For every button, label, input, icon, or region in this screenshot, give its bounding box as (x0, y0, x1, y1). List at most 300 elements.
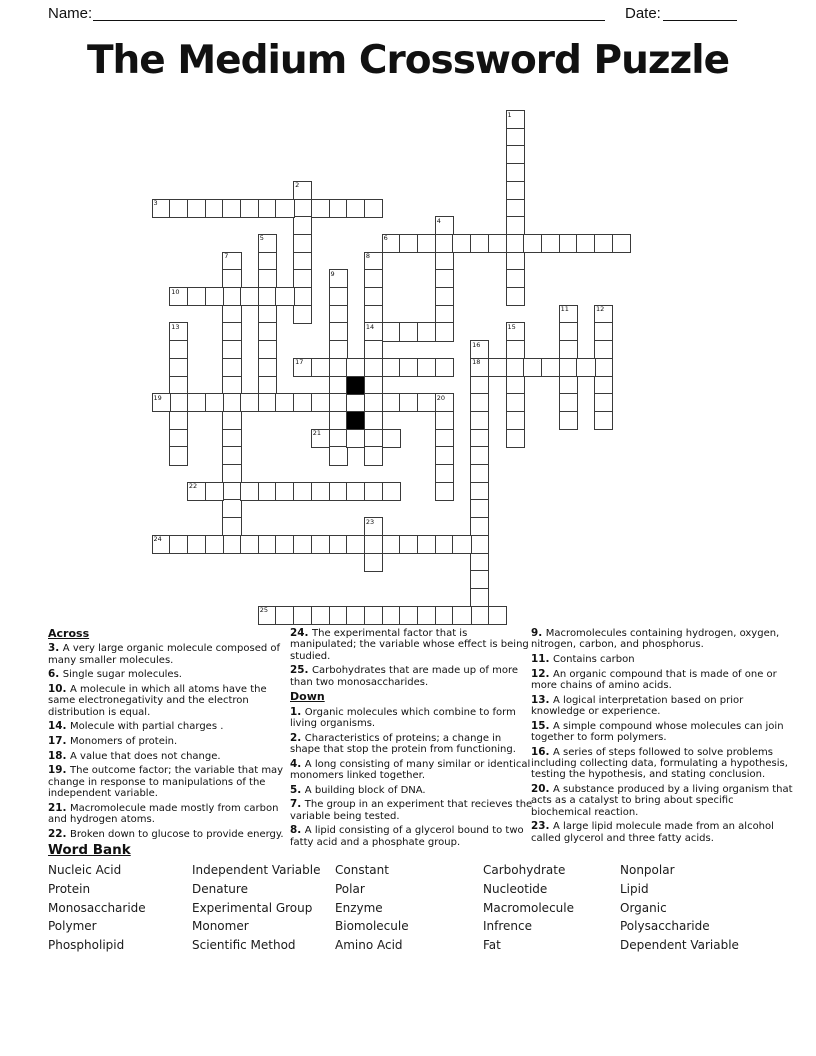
clue-down-16: 16. A series of steps followed to solve problems including collecting data, formulating a hypothesis, testing the hypothesis, and stating conclusion. (531, 745, 788, 781)
grid-cell[interactable] (399, 234, 418, 253)
grid-cell[interactable] (435, 287, 454, 306)
grid-cell[interactable] (470, 234, 489, 253)
grid-cell[interactable] (258, 199, 277, 218)
grid-cell[interactable] (382, 358, 401, 377)
word-bank-item: Experimental Group (192, 900, 313, 915)
grid-cell[interactable] (240, 287, 259, 306)
word-bank-item: Denature (192, 881, 248, 896)
grid-cell-10[interactable] (169, 287, 188, 306)
grid-cell[interactable] (222, 269, 241, 288)
down-clues-part1 (290, 707, 534, 848)
across-clues-part1 (48, 643, 288, 840)
grid-cell-11[interactable] (559, 305, 578, 324)
grid-cell[interactable] (275, 482, 294, 501)
cell-number: 15 (507, 322, 516, 331)
grid-cell[interactable] (470, 606, 489, 625)
grid-cell[interactable] (275, 535, 294, 554)
grid-cell[interactable] (364, 358, 383, 377)
clue-down-1: 1. Organic molecules which combine to form living organisms. (290, 705, 516, 730)
grid-cell[interactable] (382, 429, 401, 448)
grid-cell[interactable] (364, 269, 383, 288)
grid-cell-9[interactable] (329, 269, 348, 288)
grid-cell[interactable] (506, 393, 525, 412)
grid-cell[interactable] (506, 411, 525, 430)
grid-cell[interactable] (364, 606, 383, 625)
grid-cell[interactable] (559, 322, 578, 341)
clue-across-10: 10. A molecule in which all atoms have the same electronegativity and the electron distribution is equal. (48, 683, 267, 718)
grid-cell[interactable] (275, 199, 294, 218)
grid-cell[interactable] (470, 588, 489, 607)
grid-cell[interactable] (293, 234, 312, 253)
grid-cell[interactable] (169, 340, 188, 359)
clue-down-8: 8. A lipid consisting of a glycerol bound to two fatty acid and a phosphate group. (290, 824, 524, 848)
grid-cell[interactable] (329, 535, 348, 554)
grid-cell[interactable] (488, 234, 507, 253)
name-label: Name: (48, 5, 93, 22)
grid-cell[interactable] (222, 358, 241, 377)
clue-down-23: 23. A large lipid molecule made from an alcohol called glycerol and three fatty acids. (531, 820, 774, 844)
grid-cell[interactable] (382, 482, 401, 501)
grid-cell[interactable] (506, 145, 525, 164)
word-bank-column-5 (620, 861, 739, 955)
grid-cell-16[interactable] (470, 340, 489, 359)
grid-cell[interactable] (435, 446, 454, 465)
grid-cell-6[interactable] (382, 234, 401, 253)
grid-cell[interactable] (435, 234, 454, 253)
grid-cell[interactable] (258, 252, 277, 271)
grid-cell[interactable] (329, 376, 348, 395)
grid-cell[interactable] (205, 199, 224, 218)
grid-cell[interactable] (364, 340, 383, 359)
grid-cell[interactable] (399, 358, 418, 377)
grid-cell[interactable] (417, 606, 436, 625)
grid-cell[interactable] (470, 570, 489, 589)
word-bank-column-3 (335, 861, 409, 955)
grid-cell[interactable] (222, 464, 241, 483)
grid-cell[interactable] (187, 199, 206, 218)
grid-cell-25[interactable] (258, 606, 277, 625)
clues-column-left (48, 628, 288, 843)
word-bank-item: Independent Variable (192, 863, 321, 877)
grid-cell[interactable] (470, 517, 489, 536)
grid-cell[interactable] (275, 393, 294, 412)
grid-cell[interactable] (452, 234, 471, 253)
grid-cell[interactable] (470, 446, 489, 465)
grid-cell[interactable] (435, 606, 454, 625)
grid-cell[interactable] (541, 358, 560, 377)
grid-cell[interactable] (576, 234, 595, 253)
grid-cell[interactable] (559, 340, 578, 359)
grid-cell[interactable] (470, 393, 489, 412)
grid-cell[interactable] (417, 358, 436, 377)
cell-number: 19 (153, 393, 162, 402)
grid-cell[interactable] (435, 305, 454, 324)
grid-cell[interactable] (222, 340, 241, 359)
grid-cell[interactable] (222, 287, 241, 306)
grid-black-cell (346, 411, 365, 430)
grid-cell[interactable] (417, 322, 436, 341)
clue-down-9: 9. Macromolecules containing hydrogen, oxygen, nitrogen, carbon, and phosphorus. (531, 627, 780, 651)
grid-cell[interactable] (258, 340, 277, 359)
grid-cell[interactable] (364, 429, 383, 448)
grid-black-cell (346, 376, 365, 395)
grid-cell-22[interactable] (187, 482, 206, 501)
grid-cell[interactable] (205, 287, 224, 306)
grid-cell[interactable] (329, 322, 348, 341)
grid-cell[interactable] (346, 535, 365, 554)
grid-cell[interactable] (293, 287, 312, 306)
grid-cell[interactable] (293, 216, 312, 235)
grid-cell[interactable] (311, 606, 330, 625)
grid-cell[interactable] (417, 393, 436, 412)
grid-cell[interactable] (222, 411, 241, 430)
grid-cell[interactable] (470, 429, 489, 448)
grid-cell[interactable] (293, 269, 312, 288)
grid-cell[interactable] (399, 322, 418, 341)
word-bank-item: Lipid (620, 881, 649, 896)
grid-cell[interactable] (222, 322, 241, 341)
grid-cell-20[interactable] (435, 393, 454, 412)
grid-cell-8[interactable] (364, 252, 383, 271)
grid-cell[interactable] (364, 535, 383, 554)
grid-cell[interactable] (594, 340, 613, 359)
grid-cell[interactable] (205, 482, 224, 501)
word-bank-item: Enzyme (335, 900, 383, 915)
grid-cell[interactable] (506, 128, 525, 147)
word-bank-item: Polar (335, 881, 365, 896)
word-bank-item: Scientific Method (192, 938, 296, 953)
grid-cell[interactable] (346, 199, 365, 218)
grid-cell[interactable] (488, 606, 507, 625)
grid-cell[interactable] (222, 535, 241, 554)
grid-cell[interactable] (329, 305, 348, 324)
grid-cell[interactable] (506, 287, 525, 306)
grid-cell-7[interactable] (222, 252, 241, 271)
grid-cell[interactable] (506, 340, 525, 359)
grid-cell[interactable] (452, 535, 471, 554)
clue-down-4: 4. A long consisting of many similar or identical monomers linked together. (290, 757, 531, 782)
grid-cell[interactable] (541, 234, 560, 253)
grid-cell[interactable] (382, 535, 401, 554)
grid-cell[interactable] (364, 305, 383, 324)
word-bank-item: Polysaccharide (620, 919, 710, 934)
cell-number: 8 (365, 252, 371, 261)
grid-cell[interactable] (222, 429, 241, 448)
grid-cell[interactable] (470, 411, 489, 430)
grid-cell[interactable] (329, 606, 348, 625)
grid-cell[interactable] (594, 376, 613, 395)
grid-cell[interactable] (240, 535, 259, 554)
grid-cell[interactable] (311, 358, 330, 377)
grid-cell[interactable] (435, 482, 454, 501)
grid-cell[interactable] (452, 606, 471, 625)
grid-cell[interactable] (470, 464, 489, 483)
grid-cell[interactable] (329, 411, 348, 430)
clue-across-22: 22. Broken down to glucose to provide energy. (48, 827, 284, 840)
word-bank-item: Nucleic Acid (48, 863, 122, 877)
grid-cell[interactable] (329, 482, 348, 501)
across-clues-part2 (290, 628, 534, 688)
grid-cell[interactable] (258, 358, 277, 377)
grid-cell[interactable] (293, 305, 312, 324)
word-bank-item: Monomer (192, 919, 249, 934)
grid-cell[interactable] (399, 606, 418, 625)
grid-cell[interactable] (222, 199, 241, 218)
grid-cell[interactable] (382, 606, 401, 625)
grid-cell[interactable] (346, 606, 365, 625)
grid-cell[interactable] (364, 376, 383, 395)
grid-cell[interactable] (470, 553, 489, 572)
grid-cell[interactable] (258, 305, 277, 324)
cell-number: 9 (330, 269, 335, 278)
grid-cell[interactable] (506, 216, 525, 235)
grid-cell[interactable] (559, 411, 578, 430)
grid-cell[interactable] (346, 358, 365, 377)
grid-cell[interactable] (293, 535, 312, 554)
grid-cell[interactable] (346, 429, 365, 448)
grid-cell-3[interactable] (152, 199, 171, 218)
grid-cell[interactable] (222, 446, 241, 465)
grid-cell[interactable] (258, 322, 277, 341)
grid-cell[interactable] (506, 429, 525, 448)
grid-cell[interactable] (311, 535, 330, 554)
grid-cell[interactable] (240, 482, 259, 501)
grid-cell[interactable] (258, 393, 277, 412)
grid-cell[interactable] (169, 535, 188, 554)
grid-cell[interactable] (205, 393, 224, 412)
word-bank-item: Carbohydrate (483, 863, 566, 877)
grid-cell[interactable] (506, 199, 525, 218)
word-bank-item: Amino Acid (335, 938, 403, 953)
grid-cell[interactable] (417, 234, 436, 253)
grid-cell[interactable] (222, 376, 241, 395)
grid-cell[interactable] (329, 446, 348, 465)
cell-number: 14 (365, 322, 375, 331)
cell-number: 10 (171, 287, 180, 296)
word-bank-item: Polymer (48, 919, 97, 934)
clue-across-14: 14. Molecule with partial charges . (48, 720, 224, 733)
grid-cell[interactable] (364, 411, 383, 430)
grid-cell[interactable] (506, 163, 525, 182)
grid-cell[interactable] (594, 358, 613, 377)
grid-cell-5[interactable] (258, 234, 277, 253)
grid-cell-12[interactable] (594, 305, 613, 324)
clues-column-right (531, 628, 795, 847)
grid-cell[interactable] (559, 376, 578, 395)
word-bank (48, 861, 788, 971)
grid-cell-24[interactable] (152, 535, 171, 554)
clue-across-25: 25. Carbohydrates that are made up of more than two monosaccharides. (290, 664, 518, 688)
grid-cell[interactable] (435, 358, 454, 377)
grid-cell[interactable] (275, 287, 294, 306)
grid-cell[interactable] (311, 482, 330, 501)
grid-cell[interactable] (470, 499, 489, 518)
cell-number: 20 (436, 393, 445, 402)
grid-cell[interactable] (222, 517, 241, 536)
grid-cell[interactable] (506, 252, 525, 271)
grid-cell[interactable] (169, 393, 188, 412)
grid-cell[interactable] (594, 411, 613, 430)
grid-cell[interactable] (240, 393, 259, 412)
cell-number: 16 (472, 340, 481, 349)
grid-cell[interactable] (506, 269, 525, 288)
grid-cell-18[interactable] (470, 358, 489, 377)
grid-cell[interactable] (311, 393, 330, 412)
grid-cell[interactable] (364, 287, 383, 306)
cell-number: 24 (153, 535, 162, 544)
clue-down-2: 2. Characteristics of proteins; a change in shape that stop the protein from functioning. (290, 731, 516, 756)
grid-cell[interactable] (169, 376, 188, 395)
grid-cell[interactable] (399, 393, 418, 412)
cell-number: 5 (259, 234, 264, 243)
grid-cell[interactable] (187, 287, 206, 306)
cell-number: 21 (312, 429, 322, 438)
grid-cell[interactable] (187, 393, 206, 412)
grid-cell[interactable] (329, 393, 348, 412)
grid-cell[interactable] (293, 482, 312, 501)
grid-cell-4[interactable] (435, 216, 454, 235)
date-label: Date: (625, 5, 661, 22)
grid-cell[interactable] (329, 287, 348, 306)
grid-cell[interactable] (364, 553, 383, 572)
clue-down-15: 15. A simple compound whose molecules can join together to form polymers. (531, 719, 784, 743)
grid-cell[interactable] (576, 358, 595, 377)
cell-number: 2 (295, 181, 300, 190)
grid-cell[interactable] (364, 393, 383, 412)
clue-across-21: 21. Macromolecule made mostly from carbon and hydrogen atoms. (48, 801, 279, 825)
clue-across-19: 19. The outcome factor; the variable that may change in response to manipulations of the independent variable. (48, 764, 284, 799)
clue-down-13: 13. A logical interpretation based on prior knowledge or experience. (531, 693, 744, 717)
down-heading: Down (290, 690, 325, 704)
grid-cell[interactable] (594, 393, 613, 412)
grid-cell[interactable] (293, 393, 312, 412)
word-bank-item: Macromolecule (483, 900, 574, 915)
cell-number: 1 (507, 110, 512, 119)
grid-cell[interactable] (364, 482, 383, 501)
grid-cell[interactable] (329, 340, 348, 359)
word-bank-item: Nonpolar (620, 863, 675, 877)
grid-cell[interactable] (612, 234, 631, 253)
grid-cell[interactable] (240, 199, 259, 218)
grid-cell[interactable] (222, 393, 241, 412)
grid-cell[interactable] (329, 429, 348, 448)
grid-cell[interactable] (506, 181, 525, 200)
word-bank-item: Biomolecule (335, 919, 409, 934)
word-bank-column-4 (483, 861, 574, 955)
grid-cell[interactable] (329, 199, 348, 218)
grid-cell[interactable] (329, 358, 348, 377)
grid-cell[interactable] (187, 535, 206, 554)
grid-cell[interactable] (222, 499, 241, 518)
grid-cell[interactable] (488, 358, 507, 377)
grid-cell[interactable] (258, 287, 277, 306)
grid-cell[interactable] (364, 199, 383, 218)
cell-number: 6 (383, 234, 388, 243)
down-clues-part2 (531, 628, 795, 844)
grid-cell[interactable] (258, 482, 277, 501)
grid-cell[interactable] (523, 234, 542, 253)
grid-cell[interactable] (470, 376, 489, 395)
across-heading: Across (48, 627, 90, 640)
grid-cell[interactable] (399, 535, 418, 554)
grid-cell[interactable] (594, 322, 613, 341)
grid-cell-1[interactable] (506, 110, 525, 129)
clues-column-middle (290, 628, 534, 851)
word-bank-column-1 (48, 861, 146, 955)
grid-cell[interactable] (506, 376, 525, 395)
grid-cell-19[interactable] (152, 393, 171, 412)
grid-cell[interactable] (435, 429, 454, 448)
cell-number: 7 (224, 252, 229, 261)
grid-cell[interactable] (506, 234, 525, 253)
grid-cell[interactable] (293, 199, 312, 218)
grid-cell[interactable] (169, 411, 188, 430)
grid-cell-13[interactable] (169, 322, 188, 341)
grid-cell[interactable] (346, 393, 365, 412)
grid-cell[interactable] (435, 322, 454, 341)
grid-cell-14[interactable] (364, 322, 383, 341)
grid-cell-15[interactable] (506, 322, 525, 341)
grid-cell[interactable] (523, 358, 542, 377)
cell-number: 13 (171, 322, 180, 331)
word-bank-heading: Word Bank (48, 842, 131, 858)
grid-cell[interactable] (293, 252, 312, 271)
grid-cell[interactable] (258, 376, 277, 395)
grid-cell[interactable] (559, 358, 578, 377)
grid-cell[interactable] (169, 446, 188, 465)
grid-cell[interactable] (311, 199, 330, 218)
cell-number: 4 (436, 216, 441, 225)
grid-cell[interactable] (169, 199, 188, 218)
grid-cell[interactable] (594, 234, 613, 253)
grid-cell[interactable] (275, 606, 294, 625)
grid-cell-2[interactable] (293, 181, 312, 200)
grid-cell[interactable] (435, 464, 454, 483)
grid-cell[interactable] (222, 482, 241, 501)
grid-cell[interactable] (382, 393, 401, 412)
clue-down-11: 11. Contains carbon (531, 653, 635, 665)
grid-cell[interactable] (470, 535, 489, 554)
grid-cell[interactable] (435, 535, 454, 554)
grid-cell[interactable] (435, 411, 454, 430)
grid-cell[interactable] (169, 358, 188, 377)
grid-cell[interactable] (435, 269, 454, 288)
grid-cell[interactable] (205, 535, 224, 554)
cell-number: 22 (188, 482, 198, 491)
grid-cell[interactable] (435, 252, 454, 271)
clue-across-24: 24. The experimental factor that is manipulated; the variable whose effect is being studied. (290, 627, 529, 662)
grid-cell[interactable] (258, 269, 277, 288)
grid-cell[interactable] (364, 446, 383, 465)
grid-cell[interactable] (559, 393, 578, 412)
grid-cell[interactable] (169, 429, 188, 448)
grid-cell[interactable] (346, 482, 365, 501)
grid-cell[interactable] (506, 358, 525, 377)
grid-cell[interactable] (559, 234, 578, 253)
word-bank-item: Fat (483, 938, 501, 953)
clue-down-12: 12. An organic compound that is made of one or more chains of amino acids. (531, 667, 777, 691)
grid-cell[interactable] (382, 322, 401, 341)
grid-cell-17[interactable] (293, 358, 312, 377)
cell-number: 25 (259, 606, 268, 615)
grid-cell-23[interactable] (364, 517, 383, 536)
grid-cell[interactable] (222, 305, 241, 324)
grid-cell[interactable] (293, 606, 312, 625)
grid-cell[interactable] (258, 535, 277, 554)
grid-cell-21[interactable] (311, 429, 330, 448)
grid-cell[interactable] (417, 535, 436, 554)
grid-cell[interactable] (470, 482, 489, 501)
